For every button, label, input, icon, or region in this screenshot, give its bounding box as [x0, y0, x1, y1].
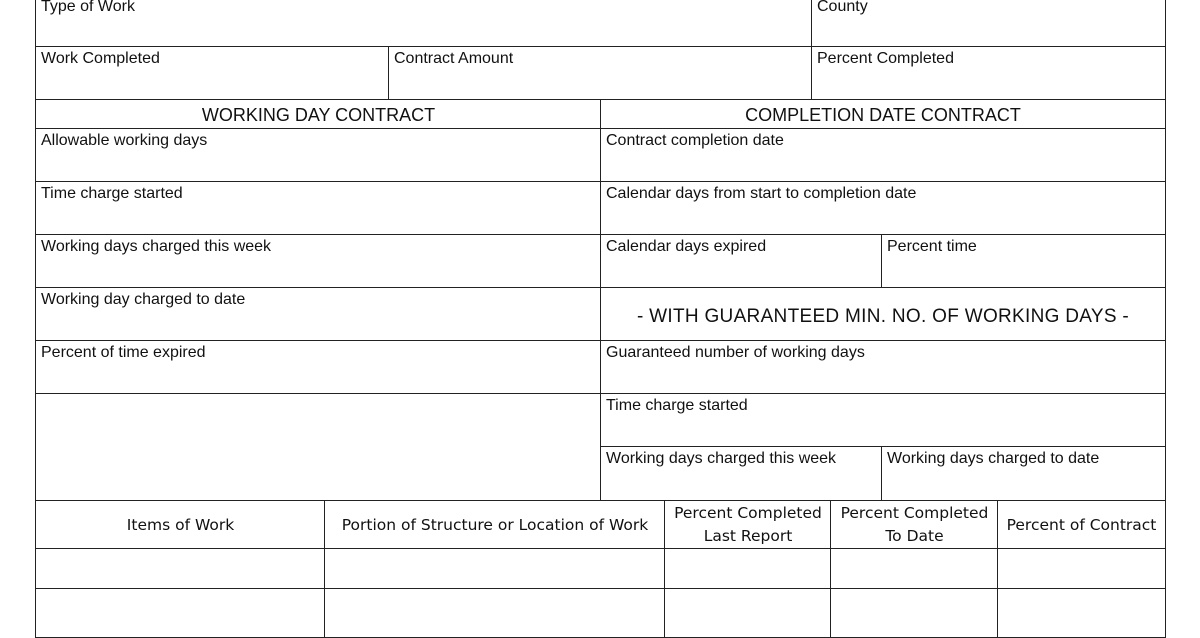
percent-completed-label: Percent Completed — [817, 50, 954, 67]
contract-completion-date-label: Contract completion date — [606, 132, 784, 149]
percent-time-label: Percent time — [887, 238, 977, 255]
guaranteed-number-of-working-days-label: Guaranteed number of working days — [606, 344, 865, 361]
working-days-charged-this-week-label: Working days charged this week — [41, 238, 272, 255]
completion-date-contract-header: COMPLETION DATE CONTRACT — [600, 99, 1166, 130]
working-days-charged-this-week-field[interactable] — [35, 234, 602, 289]
contract-amount-label: Contract Amount — [394, 50, 514, 67]
table-cell[interactable] — [664, 588, 832, 638]
table-cell[interactable] — [35, 588, 326, 638]
working-day-charged-to-date-label: Working day charged to date — [41, 291, 246, 308]
working-day-charged-to-date-field[interactable] — [35, 287, 602, 342]
table-cell[interactable] — [664, 548, 832, 590]
work-completed-field[interactable] — [35, 46, 390, 101]
time-charge-started-field[interactable] — [35, 181, 602, 236]
col-header-percent-last-report: Percent Completed Last Report — [664, 500, 832, 550]
table-cell[interactable] — [35, 548, 326, 590]
blank-area — [35, 393, 602, 502]
table-cell[interactable] — [830, 588, 999, 638]
guaranteed-working-days-this-week-field[interactable] — [600, 446, 883, 502]
guaranteed-time-charge-started-field[interactable] — [600, 393, 1166, 448]
calendar-days-expired-label: Calendar days expired — [606, 238, 767, 255]
contract-amount-field[interactable] — [388, 46, 813, 101]
calendar-days-start-to-completion-label: Calendar days from start to completion date — [606, 185, 917, 202]
allowable-working-days-label: Allowable working days — [41, 132, 208, 149]
guaranteed-number-of-working-days-field[interactable] — [600, 340, 1166, 395]
calendar-days-start-to-completion-field[interactable] — [600, 181, 1166, 236]
work-completed-label: Work Completed — [41, 50, 160, 67]
percent-completed-field[interactable] — [811, 46, 1166, 101]
county-field[interactable] — [811, 0, 1166, 48]
guaranteed-working-days-this-week-label: Working days charged this week — [606, 450, 837, 467]
guaranteed-working-days-banner: - WITH GUARANTEED MIN. NO. OF WORKING DAYS - — [600, 287, 1166, 342]
guaranteed-working-days-to-date-field[interactable] — [881, 446, 1166, 502]
col-header-percent-of-contract: Percent of Contract — [997, 500, 1166, 550]
guaranteed-working-days-to-date-label: Working days charged to date — [887, 450, 1100, 467]
working-day-contract-header: WORKING DAY CONTRACT — [35, 99, 602, 130]
table-cell[interactable] — [997, 548, 1166, 590]
percent-of-time-expired-label: Percent of time expired — [41, 344, 206, 361]
type-of-work-label: Type of Work — [41, 0, 135, 15]
col-header-items-of-work: Items of Work — [35, 500, 326, 550]
calendar-days-expired-field[interactable] — [600, 234, 883, 289]
col-header-percent-to-date: Percent Completed To Date — [830, 500, 999, 550]
table-cell[interactable] — [997, 588, 1166, 638]
percent-time-field[interactable] — [881, 234, 1166, 289]
allowable-working-days-field[interactable] — [35, 128, 602, 183]
county-label: County — [817, 0, 868, 15]
contract-completion-date-field[interactable] — [600, 128, 1166, 183]
time-charge-started-label: Time charge started — [41, 185, 183, 202]
guaranteed-time-charge-started-label: Time charge started — [606, 397, 748, 414]
col-header-portion-of-structure: Portion of Structure or Location of Work — [324, 500, 666, 550]
table-cell[interactable] — [324, 588, 666, 638]
table-cell[interactable] — [324, 548, 666, 590]
type-of-work-field[interactable] — [35, 0, 813, 48]
percent-of-time-expired-field[interactable] — [35, 340, 602, 395]
table-cell[interactable] — [830, 548, 999, 590]
